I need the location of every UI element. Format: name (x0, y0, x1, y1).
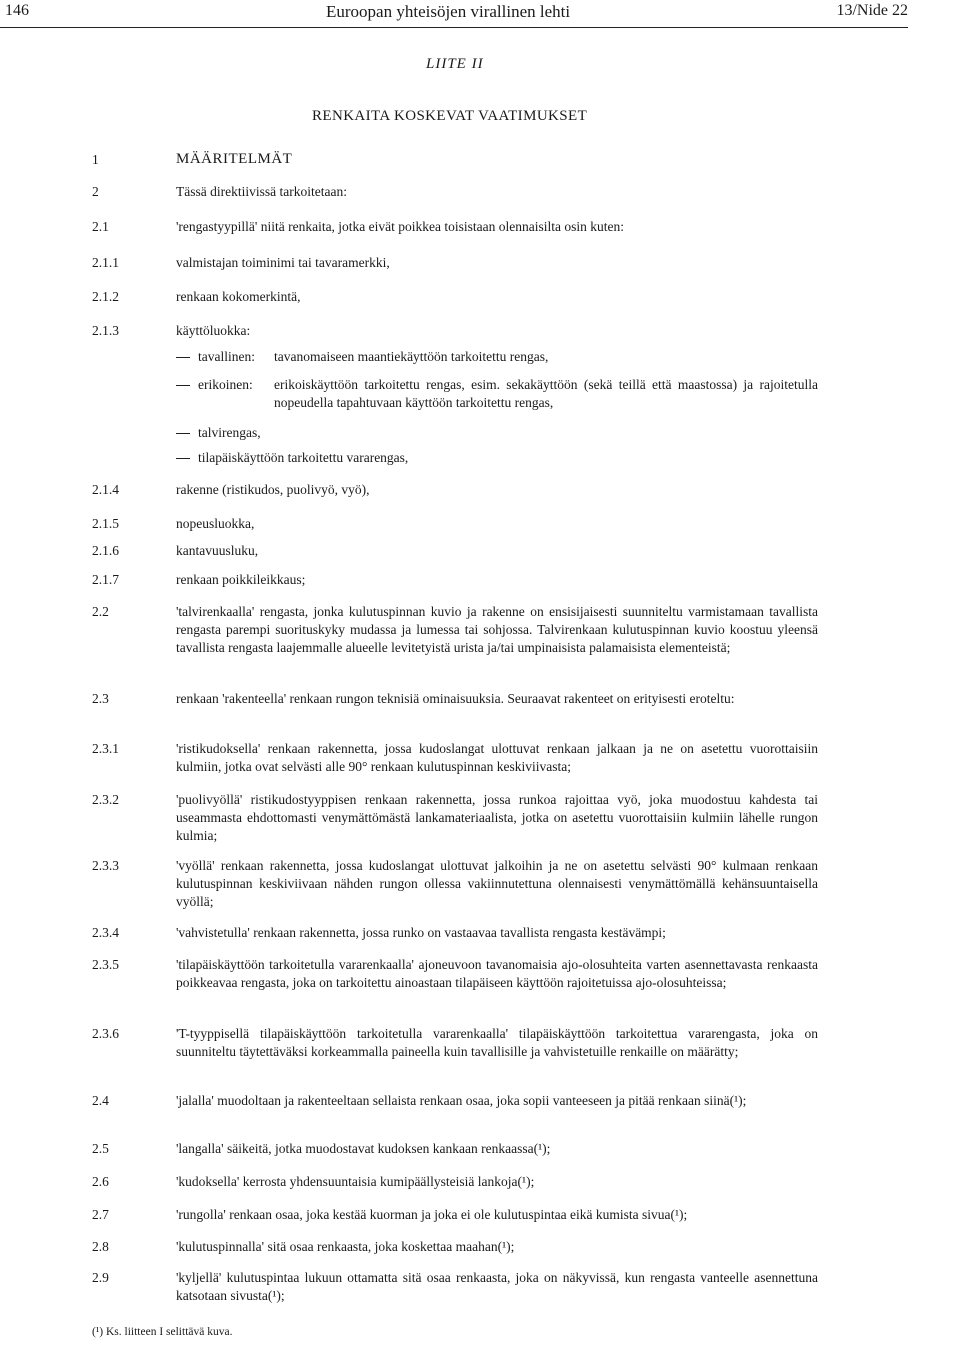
section-number: 2.3.6 (92, 1026, 119, 1041)
section-text: 'ristikudoksella' renkaan rakennetta, jossa kudoslangat ulottuvat renkaan jalkaan ja ne on asetettu vuorottaisiin kulmiin, jotka ovat selvästi alle 90° renkaan kulutuspinnan keskiviivasta; (176, 741, 818, 774)
section-heading: MÄÄRITELMÄT (176, 151, 293, 167)
section-text: renkaan 'rakenteella' renkaan rungon teknisiä ominaisuuksia. Seuraavat rakenteet on erityisesti eroteltu: (176, 691, 735, 706)
volume-label: 13/Nide 22 (836, 2, 908, 19)
page-title-text: RENKAITA KOSKEVAT VAATIMUKSET (312, 108, 588, 124)
section-text: renkaan poikkileikkaus; (176, 572, 306, 587)
section-number: 2.8 (92, 1239, 109, 1254)
page-header (0, 0, 960, 24)
section-text: 'kudoksella' kerrosta yhdensuuntaisia kumipäällysteisiä lankoja(¹); (176, 1174, 535, 1189)
section-text: käyttöluokka: (176, 323, 251, 338)
term-label: talvirengas, (198, 425, 261, 440)
section-text: 'rengastyypillä' niitä renkaita, jotka eivät poikkea toisistaan olennaisilta osin kuten: (176, 219, 624, 234)
term-definition: erikoiskäyttöön tarkoitettu rengas, esim. sekakäyttöön (sekä teillä että maastossa) ja rajoitetulla nopeudella tapahtuvaan käyttöön tarkoitettu rengas, (274, 377, 818, 410)
section-text: renkaan kokomerkintä, (176, 289, 301, 304)
dash-mark (176, 433, 190, 434)
section-text: 'jalalla' muodoltaan ja rakenteeltaan sellaista renkaan osaa, joka sopii vanteeseen ja pitää renkaan siinä(¹); (176, 1093, 747, 1108)
section-number: 2.1.1 (92, 255, 119, 270)
section-text: kantavuusluku, (176, 543, 259, 558)
dash-mark (176, 458, 190, 459)
section-text: 'tilapäiskäyttöön tarkoitetulla vararenkaalla' ajoneuvoon tavanomaisia ajo-olosuhteita varten asennettavasta renkaasta poikkeavaa rengasta, joka on tarkoitettu ainoastaan tilapäiseen käyttöön rajoitetuissa ajo-olosuhteissa; (176, 957, 818, 990)
section-text: 'kulutuspinnalla' sitä osaa renkaasta, joka koskettaa maahan(¹); (176, 1239, 515, 1254)
section-number: 2.1.5 (92, 516, 119, 531)
section-number: 2.1.4 (92, 482, 119, 497)
page-number: 146 (5, 2, 29, 19)
term-label: tavallinen: (198, 349, 255, 364)
dash-term (176, 424, 261, 442)
section-number: 2 (92, 184, 99, 199)
header-rule (0, 27, 908, 28)
section-text: Tässä direktiivissä tarkoitetaan: (176, 184, 347, 199)
section-text: 'talvirenkaalla' rengasta, jonka kulutuspinnan kuvio ja rakenne on ensisijaisesti suunniteltu varmistamaan tavallista rengasta parempi suorituskyky mudassa ja lumessa tai sohjossa. Talvirenkaan kulutuspinnan kuvio koostuu yleensä tavallista rengasta laajemmalle alueelle levitetyistä urista ja/tai umpinaisista palamaisista elementeistä; (176, 604, 818, 655)
section-text: 'kyljellä' kulutuspintaa lukuun ottamatta sitä osaa renkaasta, joka on näkyvissä, kun rengasta vanteelle asennettuna katsotaan sivusta(¹); (176, 1270, 818, 1303)
section-number: 2.3.5 (92, 957, 119, 972)
section-number: 2.3 (92, 691, 109, 706)
dash-term (176, 348, 255, 366)
section-text: nopeusluokka, (176, 516, 255, 531)
section-text: 'vyöllä' renkaan rakennetta, jossa kudoslangat ulottuvat jalkoihin ja ne on asetettu selvästi 90° kulmaan renkaan kulutuspinnan keskiviivaan nähden rungon ollessa vakiinnutettuna olennaisesti venymättömällä kehänsuuntaisella vyöllä; (176, 858, 818, 909)
section-number: 2.2 (92, 604, 109, 619)
section-number: 2.1 (92, 219, 109, 234)
journal-title: Euroopan yhteisöjen virallinen lehti (326, 2, 571, 21)
annex-label-text: LIITE II (426, 56, 484, 72)
term-definition: tavanomaiseen maantiekäyttöön tarkoitettu rengas, (274, 349, 549, 364)
section-number: 2.5 (92, 1141, 109, 1156)
term-label: tilapäiskäyttöön tarkoitettu vararengas, (198, 450, 409, 465)
dash-term (176, 376, 253, 394)
dash-mark (176, 357, 190, 358)
section-number: 2.9 (92, 1270, 109, 1285)
dash-term (176, 449, 408, 467)
dash-mark (176, 385, 190, 386)
section-text: 'T-tyyppisellä tilapäiskäyttöön tarkoitetulla vararenkaalla' tilapäiskäyttöön tarkoitettua vararengasta, joka on suunniteltu täytettäväksi korkeammalla paineella kuin tavallisille ja vahvistetuille renkaille on määrätty; (176, 1026, 818, 1059)
section-number: 2.3.2 (92, 792, 119, 807)
footnote: (¹) Ks. liitteen I selittävä kuva. (92, 1326, 233, 1338)
section-number: 2.7 (92, 1207, 109, 1222)
section-number: 2.3.4 (92, 925, 119, 940)
section-text: 'rungolla' renkaan osaa, joka kestää kuorman ja joka ei ole kulutuspintaa eikä kumista sivua(¹); (176, 1207, 688, 1222)
section-number: 2.6 (92, 1174, 109, 1189)
section-number: 2.1.2 (92, 289, 119, 304)
section-number: 2.1.6 (92, 543, 119, 558)
section-number: 2.4 (92, 1093, 109, 1108)
section-text: rakenne (ristikudos, puolivyö, vyö), (176, 482, 370, 497)
term-label: erikoinen: (198, 377, 253, 392)
section-text: valmistajan toiminimi tai tavaramerkki, (176, 255, 390, 270)
section-text: 'langalla' säikeitä, jotka muodostavat kudoksen kankaan renkaassa(¹); (176, 1141, 551, 1156)
section-number: 2.3.3 (92, 858, 119, 873)
section-number: 2.1.7 (92, 572, 119, 587)
section-number: 2.3.1 (92, 741, 119, 756)
section-text: 'vahvistetulla' renkaan rakennetta, jossa runko on vastaavaa tavallista rengasta kestävämpi; (176, 925, 666, 940)
section-number: 2.1.3 (92, 323, 119, 338)
section-text: 'puolivyöllä' ristikudostyyppisen renkaan rakennetta, jossa runkoa rajoittaa vyö, joka muodostuu kahdesta tai useammasta ehdottomasti venymättömästä lankamateriaalista, jotka on asetettu vuorottaisiin kulmiin lähelle rungon kulmia; (176, 792, 818, 843)
section-number: 1 (92, 152, 99, 167)
